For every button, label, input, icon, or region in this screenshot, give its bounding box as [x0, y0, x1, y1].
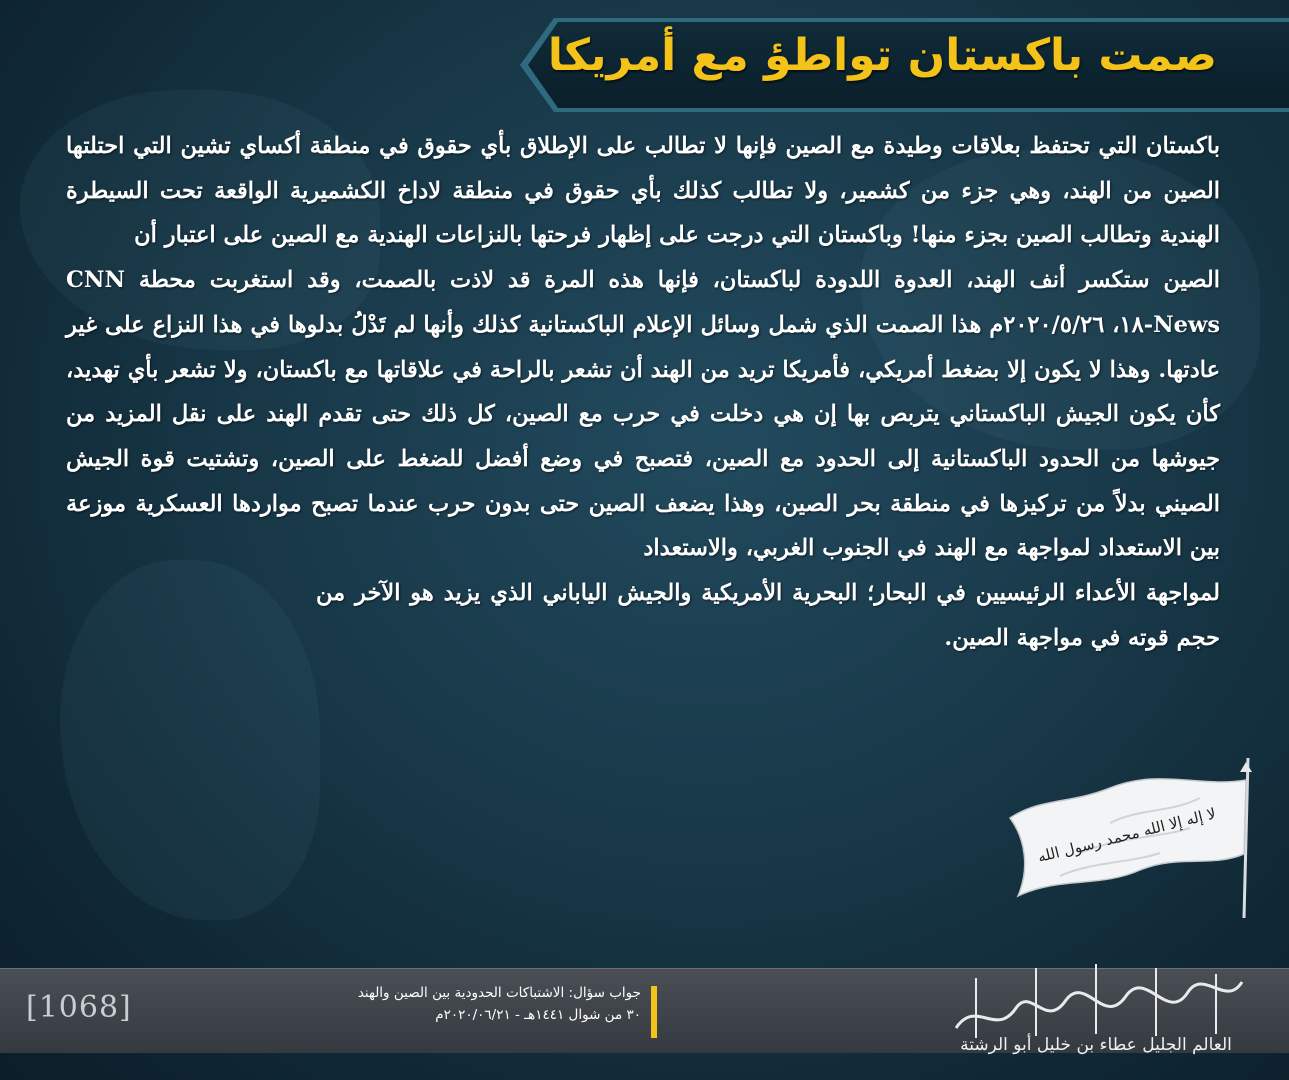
source-date: ٣٠ من شوال ١٤٤١هـ - ٢٠٢٠/٠٦/٢١م: [435, 1007, 641, 1023]
paragraph: الصين ستكسر أنف الهند، العدوة اللدودة لباكستان، فإنها هذه المرة قد لاذت بالصمت، وقد استغربت محطة CNN News-١٨، ٢٠٢٠/٥/٢٦م هذا الصمت الذي شمل وسائل الإعلام الباكستانية كذلك وأنها لم تَدْلُ بدلوها في هذا النزاع على غير عادتها. وهذا لا يكون إلا بضغط أمريكي، فأمريكا تريد من الهند أن تشعر بالراحة في علاقاتها مع باكستان، ولا تشعر بأي تهديد، كأن يكون الجيش الباكستاني يتربص بها إن هي دخلت في حرب مع الصين، كل ذلك حتى تقدم الهند على نقل المزيد من جيوشها من الحدود الباكستانية إلى الحدود مع الصين، فتصبح في وضع أفضل للضغط على الصين، وتشتيت قوة الجيش الصيني بدلاً من تركيزها في منطقة بحر الصين، وهذا يضعف الصين حتى بدون حرب عندما تصبح مواردها العسكرية موزعة بين الاستعداد لمواجهة مع الهند في الجنوب الغربي، والاستعداد: [66, 267, 1220, 562]
page-title: صمت باكستان تواطؤ مع أمريكا: [547, 30, 1217, 81]
paragraph: باكستان التي تحتفظ بعلاقات وطيدة مع الصين فإنها لا تطالب على الإطلاق بأي حقوق في منطقة أكساي تشين التي احتلتها الصين من الهند، وهي جزء من كشمير، ولا تطالب كذلك بأي حقوق في منطقة لاداخ الكشميرية الواقعة تحت السيطرة الهندية وتطالب الصين بجزء منها! وباكستان التي درجت على إظهار فرحتها بالنزاعات الهندية مع الصين على اعتبار أن: [66, 133, 1220, 249]
paragraph: لمواجهة الأعداء الرئيسيين في البحار؛ البحرية الأمريكية والجيش الياباني الذي يزيد هو الآخر من حجم قوته في مواجهة الصين.: [316, 580, 1220, 651]
article-body: [66, 124, 1220, 660]
white-flag-icon: [1000, 758, 1262, 918]
footer-accent-divider: [651, 986, 657, 1038]
calligraphy-signature: [936, 938, 1256, 1058]
source-title: جواب سؤال: الاشتباكات الحدودية بين الصين والهند: [357, 985, 641, 1001]
source-citation: [221, 982, 641, 1026]
signature-text: العالم الجليل عطاء بن خليل أبو الرشتة: [960, 1035, 1232, 1055]
page-number: [1068]: [26, 990, 132, 1025]
flag-inscription: لا إله إلا الله محمد رسول الله: [1035, 804, 1218, 867]
